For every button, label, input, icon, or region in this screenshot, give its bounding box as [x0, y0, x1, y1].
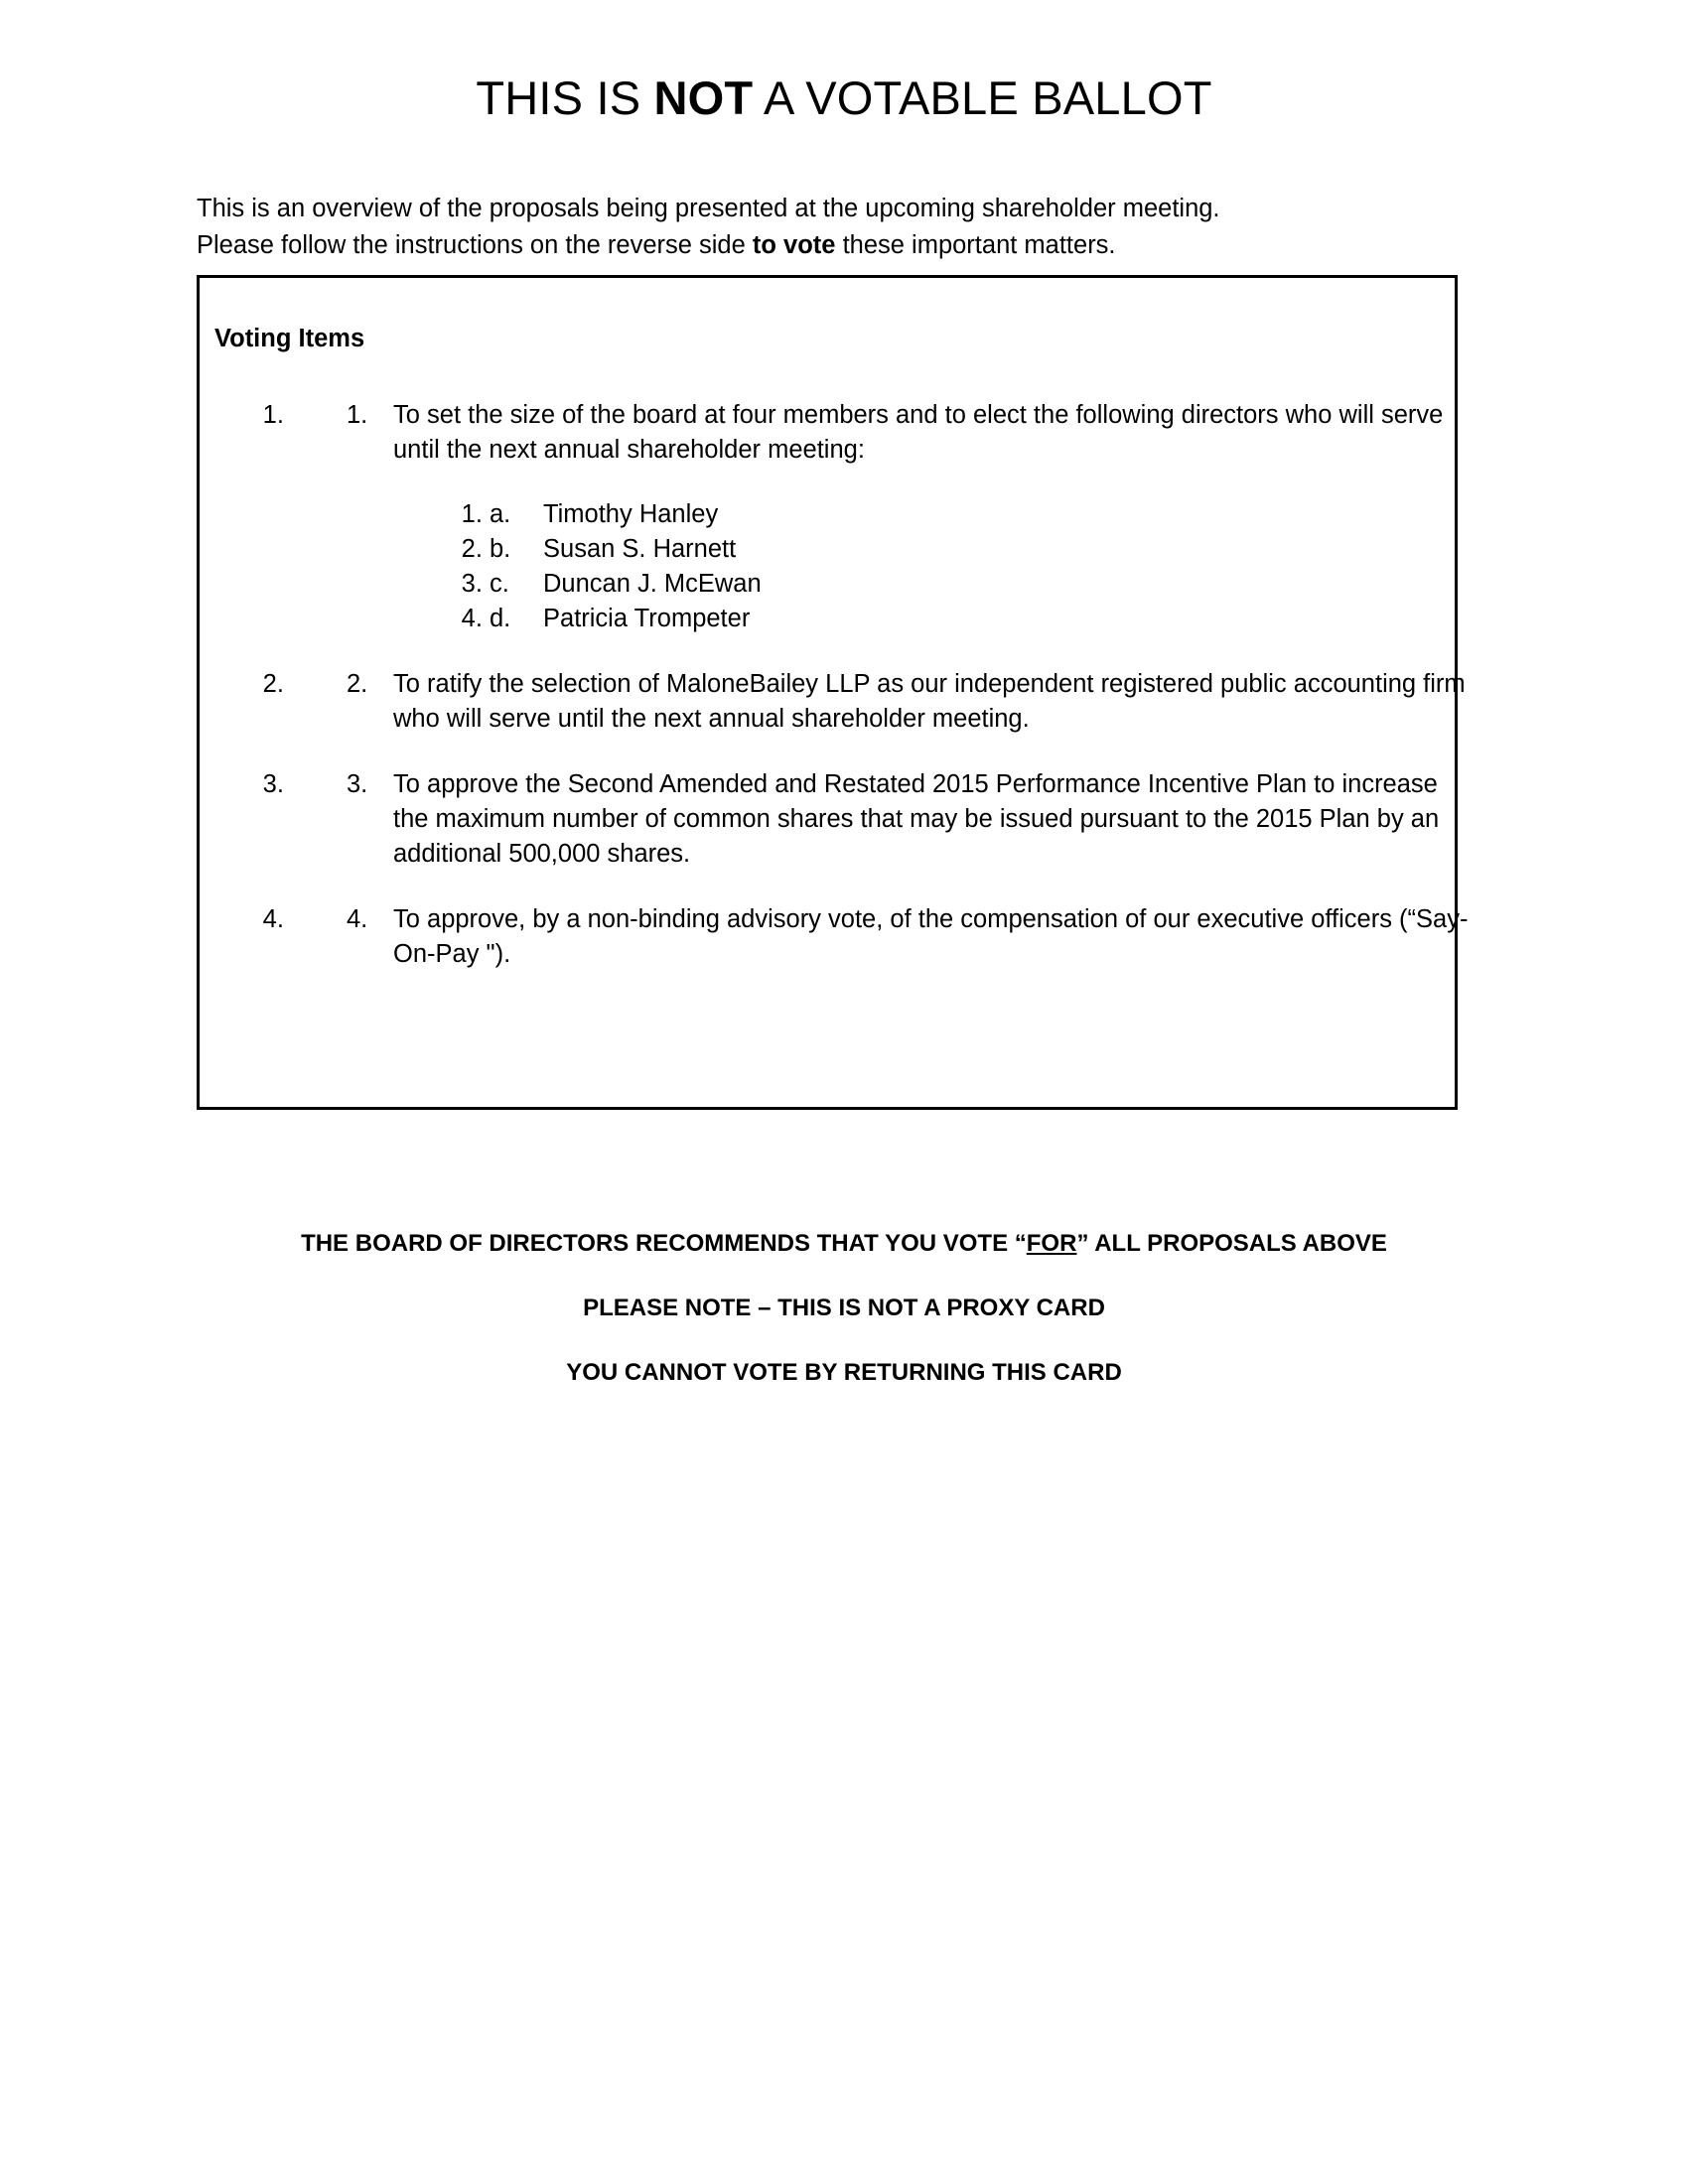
list-item	[490, 602, 1473, 636]
board-recommendation-after: ” ALL PROPOSALS ABOVE	[1076, 1230, 1387, 1257]
footer-notices	[0, 1229, 1688, 1388]
director-nominee-letter: 4. d.	[490, 605, 511, 632]
voting-items-box	[197, 275, 1469, 1110]
director-nominee-letter: 1. a.	[490, 500, 511, 528]
voting-item	[291, 767, 1473, 872]
intro-line-2-bold: to vote	[752, 230, 836, 259]
director-nominee-letter: 3. c.	[490, 570, 509, 598]
list-item	[490, 532, 1473, 567]
director-nominee-name: Duncan J. McEwan	[543, 570, 762, 598]
intro-line-2-before: Please follow the instructions on the reverse side	[197, 230, 753, 259]
page-title-emphasis: NOT	[653, 71, 754, 125]
board-recommendation-line	[0, 1229, 1688, 1259]
page-title	[0, 70, 1688, 126]
director-nominee-name: Timothy Hanley	[543, 500, 719, 528]
voting-item-number: 4. 4.	[347, 905, 368, 933]
voting-item	[291, 667, 1473, 737]
director-nominee-list	[393, 497, 1473, 636]
voting-item	[291, 398, 1473, 636]
voting-items-heading: Voting Items	[214, 325, 365, 352]
voting-items-list	[251, 398, 1473, 972]
voting-item-text: To ratify the selection of MaloneBailey LLP as our independent registered public accounting firm who will serve until the next annual shareholder meeting.	[393, 670, 1466, 733]
intro-line-1: This is an overview of the proposals being presented at the upcoming shareholder meeting.	[197, 194, 1220, 222]
please-note-line: PLEASE NOTE – THIS IS NOT A PROXY CARD	[583, 1295, 1105, 1321]
intro-line-2-after: these important matters.	[835, 230, 1116, 259]
voting-item-text: To set the size of the board at four members and to elect the following directors who will serve until the next annual shareholder meeting:	[393, 401, 1444, 464]
voting-item-number: 1. 1.	[347, 401, 368, 429]
director-nominee-name: Patricia Trompeter	[543, 605, 751, 632]
director-nominee-name: Susan S. Harnett	[543, 535, 737, 563]
voting-item-number: 2. 2.	[347, 670, 368, 698]
page-title-suffix: A VOTABLE BALLOT	[753, 71, 1212, 125]
cannot-vote-line: YOU CANNOT VOTE BY RETURNING THIS CARD	[566, 1359, 1122, 1386]
list-item	[490, 497, 1473, 532]
voting-item	[291, 902, 1473, 972]
intro-paragraph	[197, 191, 1448, 264]
board-recommendation-before: THE BOARD OF DIRECTORS RECOMMENDS THAT YOU VOTE “	[301, 1230, 1027, 1257]
list-item	[490, 567, 1473, 602]
voting-item-text: To approve, by a non-binding advisory vote, of the compensation of our executive officers (“Say-On-Pay ").	[393, 905, 1469, 968]
page-title-prefix: THIS IS	[476, 71, 654, 125]
director-nominee-letter: 2. b.	[490, 535, 511, 563]
voting-item-text: To approve the Second Amended and Restated 2015 Performance Incentive Plan to increase the maximum number of common shares that may be issued pursuant to the 2015 Plan by an additional 500,000 shares.	[393, 770, 1440, 868]
board-recommendation-for: FOR	[1026, 1230, 1077, 1257]
voting-item-number: 3. 3.	[347, 770, 368, 798]
